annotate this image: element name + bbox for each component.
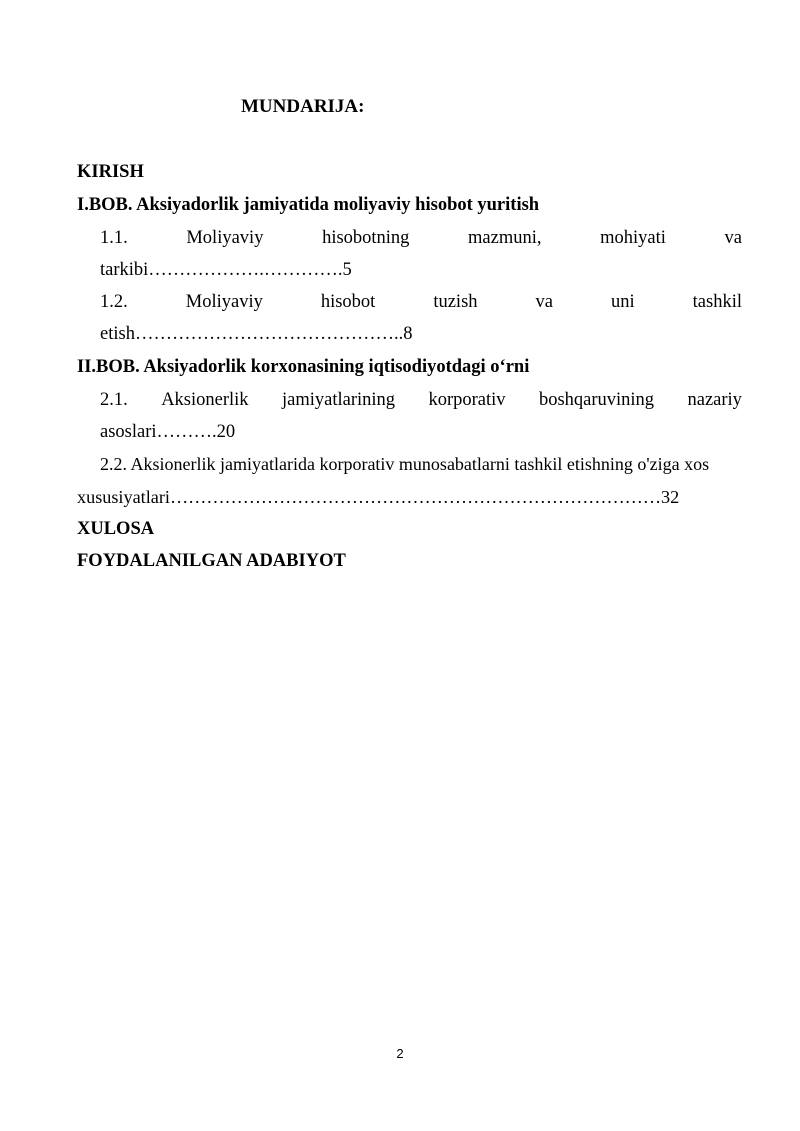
toc-section-1-2-continuation: etish……………………………………..8 <box>100 324 413 344</box>
toc-word: tashkil <box>692 292 742 312</box>
toc-section-2-1 <box>100 390 742 411</box>
toc-word: mohiyati <box>600 228 666 248</box>
toc-word: hisobot <box>320 292 376 312</box>
toc-word: nazariy <box>687 390 742 410</box>
page-number: 2 <box>396 1046 404 1061</box>
toc-section-2-2: 2.2. Aksionerlik jamiyatlarida korporativ munosabatlarni tashkil etishning o'ziga xos <box>100 454 710 474</box>
toc-word: va <box>535 292 553 312</box>
toc-word: Moliyaviy <box>185 292 263 312</box>
toc-entry-kirish: KIRISH <box>77 162 144 182</box>
toc-word: Aksionerlik <box>161 390 249 410</box>
toc-word: tuzish <box>433 292 478 312</box>
toc-word: 1.2. <box>100 292 128 312</box>
toc-section-1-2 <box>100 292 742 313</box>
toc-section-2-1-continuation: asoslari……….20 <box>100 422 236 442</box>
toc-word: mazmuni, <box>468 228 542 248</box>
toc-section-2-2-continuation: xususiyatlari………………………………………………………………………32 <box>77 487 680 507</box>
toc-chapter-1-title: I.BOB. Aksiyadorlik jamiyatida moliyaviy hisobot yuritish <box>77 195 540 215</box>
toc-title: MUNDARIJA: <box>241 96 365 117</box>
toc-section-1-1-continuation: tarkibi……………….………….5 <box>100 260 352 280</box>
toc-section-1-1 <box>100 228 742 249</box>
toc-word: 1.1. <box>100 228 128 248</box>
toc-word: 2.1. <box>100 390 128 410</box>
toc-word: Moliyaviy <box>186 228 264 248</box>
toc-chapter-2-title: II.BOB. Aksiyadorlik korxonasining iqtisodiyotdagi o‘rni <box>77 357 530 377</box>
toc-word: uni <box>611 292 635 312</box>
toc-word: hisobotning <box>322 228 410 248</box>
toc-word: korporativ <box>428 390 506 410</box>
toc-word: va <box>724 228 742 248</box>
toc-word: boshqaruvining <box>538 390 655 410</box>
toc-entry-adabiyot: FOYDALANILGAN ADABIYOT <box>77 551 346 571</box>
toc-word: jamiyatlarining <box>281 390 396 410</box>
toc-entry-xulosa: XULOSA <box>77 519 155 539</box>
